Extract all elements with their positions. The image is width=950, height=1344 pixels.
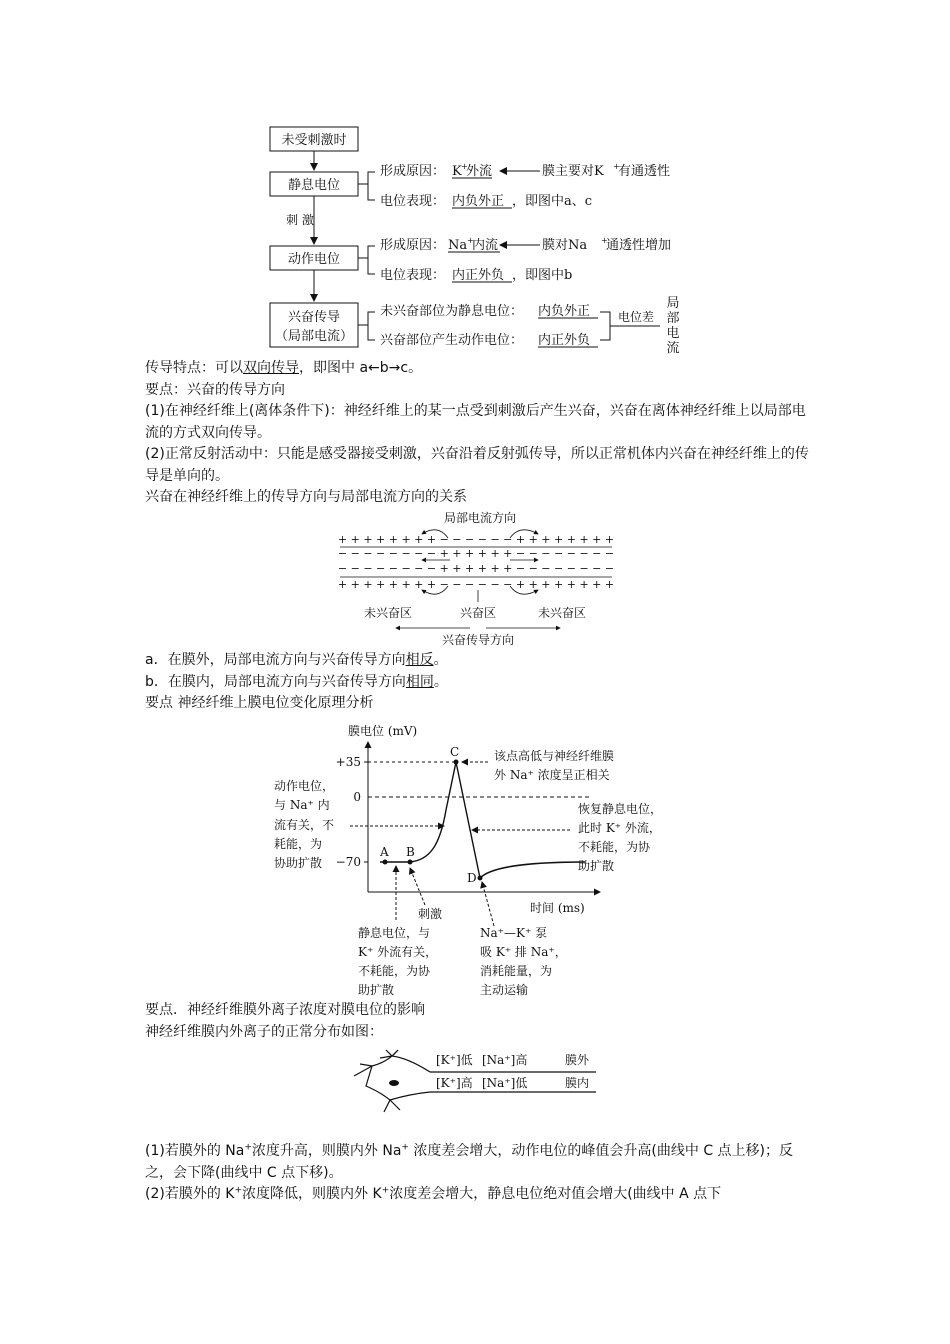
nucleus	[389, 1080, 399, 1086]
x-axis-label: 时间 (ms)	[530, 901, 585, 915]
zone-right: 未兴奋区	[537, 606, 587, 620]
e1-sup-2: +	[401, 1142, 409, 1153]
analysis-heading: 要点 神经纤维上膜电位变化原理分析	[145, 695, 374, 711]
conduction-feature	[145, 358, 810, 380]
note-rest-4: 助扩散	[358, 983, 395, 997]
note-pump-3: 消耗能量，为	[480, 964, 553, 978]
e2-b: 浓度降低，则膜内外 K	[242, 1186, 382, 1202]
leader-stim	[410, 868, 425, 905]
rest-cause-reason-sup: +	[613, 162, 620, 171]
out-label: 膜外	[565, 1053, 590, 1067]
note-right-1: 恢复静息电位，	[578, 802, 663, 816]
rest-cause-reason-b: 有通透性	[618, 164, 671, 179]
stim-label: 刺激	[418, 907, 443, 921]
act-cause-reason-a: 膜对Na	[542, 238, 588, 253]
note-left-1: 动作电位，	[274, 779, 335, 793]
act-show-label: 电位表现：	[380, 268, 446, 283]
act-cause-reason-sup: +	[601, 236, 608, 245]
cond-ex-value: 内正外负	[538, 333, 591, 348]
e2-c: 浓度差会增大，静息电位绝对值会增大(曲线中 A 点下	[389, 1186, 722, 1202]
box3-text: 动作电位	[287, 252, 341, 267]
act-show-tail: ，即图中b	[512, 268, 573, 283]
rest-cause-sup: +	[461, 162, 468, 171]
p1-b: ，即图中 a←b→c。	[299, 360, 423, 376]
act-cause-label: 形成原因：	[380, 238, 446, 253]
effect-2	[145, 1184, 810, 1206]
note-rest-2: K⁺ 外流有关，	[358, 945, 438, 959]
text-block-3	[145, 1000, 810, 1043]
rest-cause-value: 外流	[466, 164, 493, 179]
row-2-charges: − − − − − − − − + + + + + + − − − − − − − −	[337, 547, 615, 560]
point-2: (2)正常反射活动中：只能是感受器接受刺激，兴奋沿着反射弧传导，所以正常机体内兴奋在神经纤维上的传导是单向的。	[145, 446, 809, 484]
note-left-4: 耗能，为	[274, 837, 323, 851]
note-c-2: 外 Na⁺ 浓度呈正相关	[494, 768, 610, 782]
distribution-heading: 神经纤维膜内外离子的正常分布如图：	[145, 1023, 383, 1040]
act-cause-sup: +	[467, 236, 474, 245]
rest-show-label: 电位表现：	[380, 194, 446, 209]
fiber-title: 局部电流方向	[443, 511, 517, 525]
label-a: A	[380, 845, 389, 859]
a-underline: 相反	[405, 652, 434, 668]
note-rest-1: 静息电位，与	[358, 926, 431, 940]
in-na: [Na⁺]低	[482, 1076, 528, 1090]
effect-1	[145, 1141, 810, 1184]
relation-heading: 兴奋在神经纤维上的传导方向与局部电流方向的关系	[145, 489, 467, 505]
bracket-conduction	[358, 312, 375, 340]
flow-diagram	[250, 115, 710, 360]
fiber-diagram	[330, 508, 620, 653]
note-pump-2: 吸 K⁺ 排 Na⁺，	[480, 945, 567, 959]
out-na: [Na⁺]高	[482, 1053, 528, 1067]
row-bottom-charges: + + + + + + + + − − − − − − + + + + + + + +	[337, 578, 615, 591]
result-4: 流	[666, 341, 680, 356]
note-right-2: 此时 K⁺ 外流，	[578, 821, 661, 835]
e1-b: 浓度升高，则膜内外 Na	[251, 1143, 402, 1159]
box1-text: 未受刺激时	[281, 133, 347, 148]
rest-show-tail: ，即图中a、c	[512, 194, 593, 209]
label-c: C	[450, 745, 460, 759]
row-top-charges: + + + + + + + + − − − − − − + + + + + + + +	[337, 533, 615, 546]
b-pre: b．在膜内，局部电流方向与兴奋传导方向	[145, 673, 406, 690]
a-pre: a．在膜外，局部电流方向与兴奋传导方向	[145, 652, 406, 668]
note-c-1: 该点高低与神经纤维膜	[494, 749, 615, 763]
note-pump-4: 主动运输	[480, 983, 529, 997]
label-d: D	[467, 871, 477, 885]
p1-underline: 双向传导	[243, 360, 299, 376]
cond-ex-label: 兴奋部位产生动作电位：	[380, 333, 524, 348]
note-pump-1: Na⁺—K⁺ 泵	[480, 926, 548, 940]
e2-a: (2)若膜外的 K	[145, 1186, 235, 1202]
point-c	[454, 760, 459, 765]
note-right-4: 助扩散	[578, 859, 615, 873]
note-right-3: 不耗能，为协	[578, 840, 651, 854]
point-b	[408, 860, 413, 865]
b-post: 。	[433, 673, 448, 690]
b-underline: 相同	[405, 673, 434, 690]
result-3: 电	[666, 326, 680, 341]
zone-mid: 兴奋区	[459, 606, 497, 620]
text-block-2	[145, 650, 810, 715]
box4-text-1: 兴奋传导	[287, 310, 341, 325]
ytick-0: 0	[353, 790, 361, 804]
neuron-diagram	[345, 1045, 605, 1120]
line-b	[145, 672, 810, 694]
note-left-2: 与 Na⁺ 内	[274, 798, 330, 812]
act-cause-reason-b: 通透性增加	[606, 238, 672, 253]
row-3-charges: − − − − − − − − + + + + + + − − − − − − − −	[337, 562, 615, 575]
rest-cause-reason-a: 膜主要对K	[542, 164, 604, 179]
note-left-3: 流有关，不	[274, 818, 335, 832]
ytick-35: +35	[335, 755, 361, 769]
zone-left: 未兴奋区	[363, 606, 413, 620]
text-block-1	[145, 358, 810, 509]
in-label: 膜内	[565, 1076, 590, 1090]
out-k: [K⁺]低	[436, 1053, 473, 1067]
act-cause-value: 内流	[472, 238, 499, 253]
act-cause-ion: Na	[448, 238, 468, 253]
in-k: [K⁺]高	[436, 1076, 473, 1090]
y-axis-label: 膜电位 (mV)	[348, 724, 418, 738]
ytick-neg70: −70	[335, 855, 361, 869]
bracket-rest	[358, 172, 375, 200]
box2-text: 静息电位	[287, 178, 341, 193]
stimulus-label: 刺 激	[286, 213, 314, 227]
p1-a: 传导特点：可以	[145, 360, 243, 376]
rest-show-value: 内负外正	[452, 194, 505, 209]
rest-cause-ion: K	[452, 164, 462, 179]
direction-label: 兴奋传导方向	[441, 633, 515, 647]
leader-pump	[482, 882, 494, 926]
e1-c: 浓度差会增大，动作电位的峰值会升高(曲线中 C 点上移)；反之，会下降(曲线中 C 点下移)。	[145, 1143, 794, 1181]
bracket-action	[358, 246, 375, 274]
e1-sup-1: +	[244, 1142, 252, 1153]
result-1: 局	[666, 296, 680, 311]
a-post: 。	[433, 652, 448, 668]
cond-un-value: 内负外正	[538, 304, 591, 319]
box4-text-2: （局部电流）	[274, 329, 354, 344]
point-a	[383, 860, 388, 865]
potential-graph	[260, 712, 700, 1002]
cond-un-label: 未兴奋部位为静息电位：	[380, 304, 524, 319]
diff-label: 电位差	[617, 310, 655, 324]
e2-sup-2: +	[381, 1185, 390, 1196]
e2-sup-1: +	[234, 1185, 243, 1196]
note-rest-3: 不耗能，为协	[358, 964, 431, 978]
influence-heading: 要点．神经纤维膜外离子浓度对膜电位的影响	[145, 1002, 425, 1018]
point-1: (1)在神经纤维上(离体条件下)：神经纤维上的某一点受到刺激后产生兴奋，兴奋在离体神经纤维上以局部电流的方式双向传导。	[145, 403, 806, 441]
text-block-4	[145, 1141, 810, 1206]
note-left-5: 协助扩散	[274, 856, 323, 870]
label-b: B	[406, 845, 415, 859]
act-show-value: 内正外负	[452, 268, 505, 283]
line-a	[145, 650, 810, 672]
rest-cause-label: 形成原因：	[380, 164, 446, 179]
point-d	[478, 876, 483, 881]
key-point-heading: 要点：兴奋的传导方向	[145, 381, 285, 398]
result-2: 部	[666, 311, 680, 326]
e1-a: (1)若膜外的 Na	[145, 1143, 245, 1159]
